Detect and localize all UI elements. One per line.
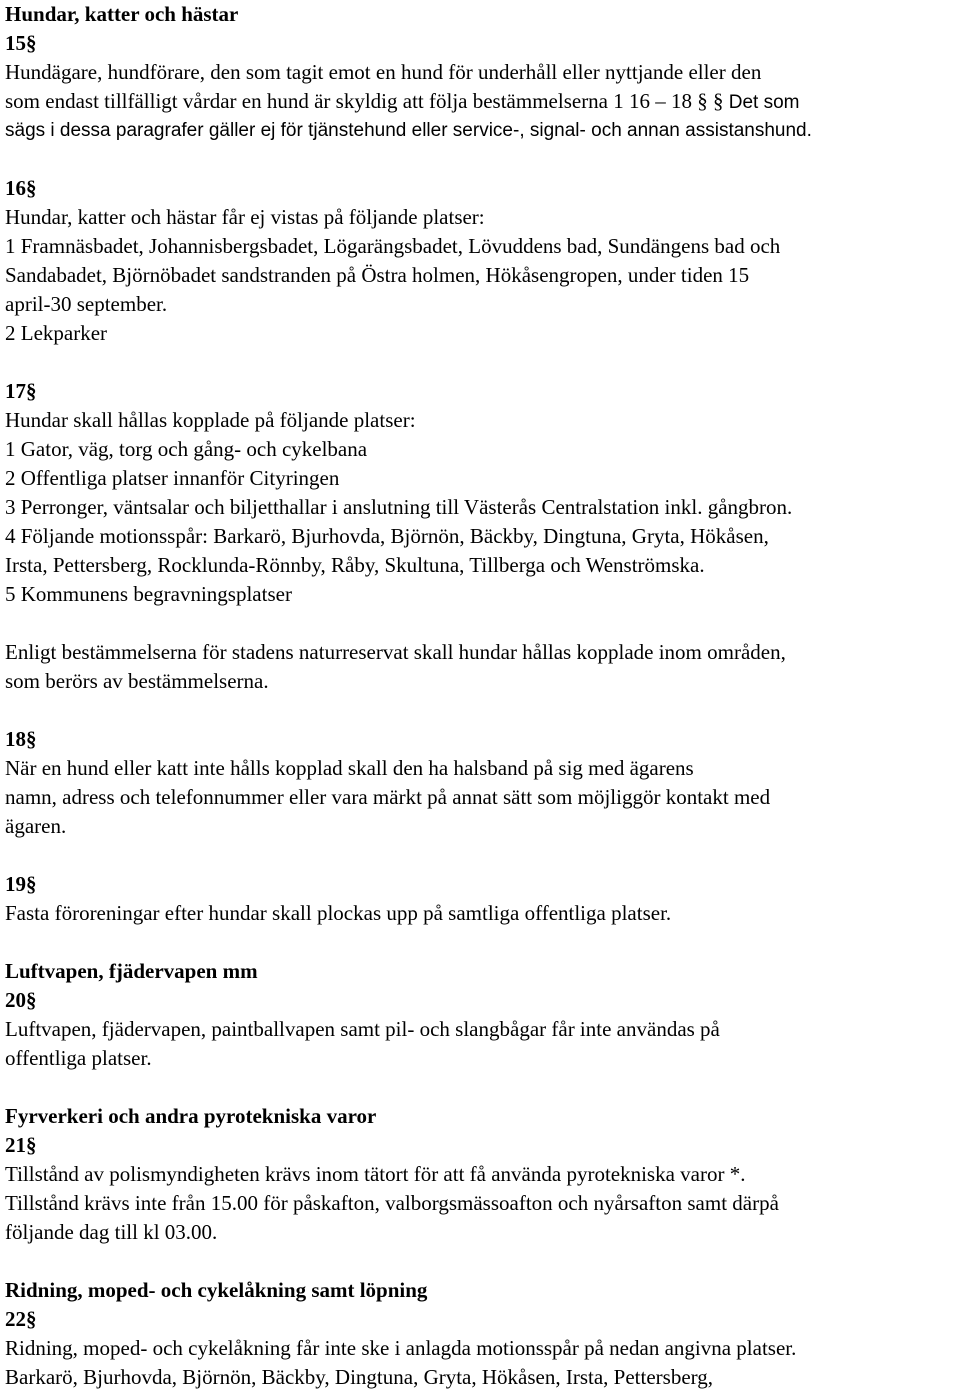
paragraph-17 — [5, 377, 950, 609]
section-ridning — [5, 1276, 950, 1392]
list-item: Sandabadet, Björnöbadet sandstranden på Östra holmen, Hökåsengropen, under tiden 15 — [5, 263, 750, 287]
list-item: 3 Perronger, väntsalar och biljetthallar i anslutning till Västerås Centralstation inkl. gångbron. — [5, 495, 793, 519]
paragraph-line: Hundägare, hundförare, den som tagit emot en hund för underhåll eller nyttjande eller den — [5, 60, 762, 84]
paragraph-number: 16§ — [5, 176, 37, 200]
paragraph-line-text: som endast tillfälligt vårdar en hund är skyldig att följa bestämmelserna 1 16 – 18 § § — [5, 89, 724, 113]
paragraph-number: 18§ — [5, 727, 37, 751]
paragraph-number: 19§ — [5, 872, 37, 896]
paragraph-15 — [5, 29, 950, 145]
list-item: 1 Gator, väg, torg och gång- och cykelbana — [5, 437, 368, 461]
paragraph-line: ägaren. — [5, 814, 67, 838]
paragraph-line: namn, adress och telefonnummer eller vara märkt på annat sätt som möjliggör kontakt med — [5, 785, 771, 809]
paragraph-17-note — [5, 638, 950, 696]
paragraph-line: sägs i dessa paragrafer gäller ej för tjänstehund eller service-, signal- och annan assistanshund. — [5, 120, 812, 141]
list-item: 4 Följande motionsspår: Barkarö, Bjurhovda, Björnön, Bäckby, Dingtuna, Gryta, Hökåsen, — [5, 524, 769, 548]
list-item: Irsta, Pettersberg, Rocklunda-Rönnby, Råby, Skultuna, Tillberga och Wenströmska. — [5, 553, 705, 577]
paragraph-line: Hundar, katter och hästar får ej vistas på följande platser: — [5, 205, 485, 229]
paragraph-number: 22§ — [5, 1307, 37, 1331]
paragraph-line: följande dag till kl 03.00. — [5, 1220, 218, 1244]
paragraph-number: 20§ — [5, 988, 37, 1012]
paragraph-line: Barkarö, Bjurhovda, Björnön, Bäckby, Dingtuna, Gryta, Hökåsen, Irsta, Pettersberg, — [5, 1365, 714, 1389]
paragraph-line: Fasta föroreningar efter hundar skall plockas upp på samtliga offentliga platser. — [5, 901, 672, 925]
paragraph-line: Enligt bestämmelserna för stadens naturreservat skall hundar hållas kopplade inom områden, — [5, 640, 786, 664]
section-heading: Luftvapen, fjädervapen mm — [5, 959, 258, 983]
paragraph-line: Luftvapen, fjädervapen, paintballvapen samt pil- och slangbågar får inte användas på — [5, 1017, 720, 1041]
list-item: 2 Lekparker — [5, 321, 108, 345]
paragraph-line-text: Det som — [728, 92, 800, 113]
list-item: april-30 september. — [5, 292, 168, 316]
paragraph-line: När en hund eller katt inte hålls kopplad skall den ha halsband på sig med ägarens — [5, 756, 694, 780]
paragraph-line: Ridning, moped- och cykelåkning får inte ske i anlagda motionsspår på nedan angivna platser. — [5, 1336, 797, 1360]
section-luftvapen — [5, 957, 950, 1073]
list-item: 5 Kommunens begravningsplatser — [5, 582, 292, 606]
section-hundar — [5, 0, 950, 928]
section-heading: Fyrverkeri och andra pyrotekniska varor — [5, 1104, 377, 1128]
paragraph-line: offentliga platser. — [5, 1046, 152, 1070]
paragraph-line: Hundar skall hållas kopplade på följande platser: — [5, 408, 416, 432]
paragraph-19 — [5, 870, 950, 928]
paragraph-line — [5, 87, 950, 116]
list-item: 2 Offentliga platser innanför Cityringen — [5, 466, 340, 490]
paragraph-line: som berörs av bestämmelserna. — [5, 669, 269, 693]
paragraph-line: Tillstånd av polismyndigheten krävs inom tätort för att få använda pyrotekniska varor *. — [5, 1162, 746, 1186]
paragraph-number: 17§ — [5, 379, 37, 403]
paragraph-line: Tillstånd krävs inte från 15.00 för påskafton, valborgsmässoafton och nyårsafton samt därpå — [5, 1191, 779, 1215]
section-heading: Ridning, moped- och cykelåkning samt löpning — [5, 1278, 428, 1302]
paragraph-18 — [5, 725, 950, 841]
paragraph-number: 15§ — [5, 31, 37, 55]
paragraph-16 — [5, 174, 950, 348]
list-item: 1 Framnäsbadet, Johannisbergsbadet, Lögarängsbadet, Lövuddens bad, Sundängens bad och — [5, 234, 781, 258]
section-fyrverkeri — [5, 1102, 950, 1247]
paragraph-number: 21§ — [5, 1133, 37, 1157]
section-heading: Hundar, katter och hästar — [5, 2, 239, 26]
